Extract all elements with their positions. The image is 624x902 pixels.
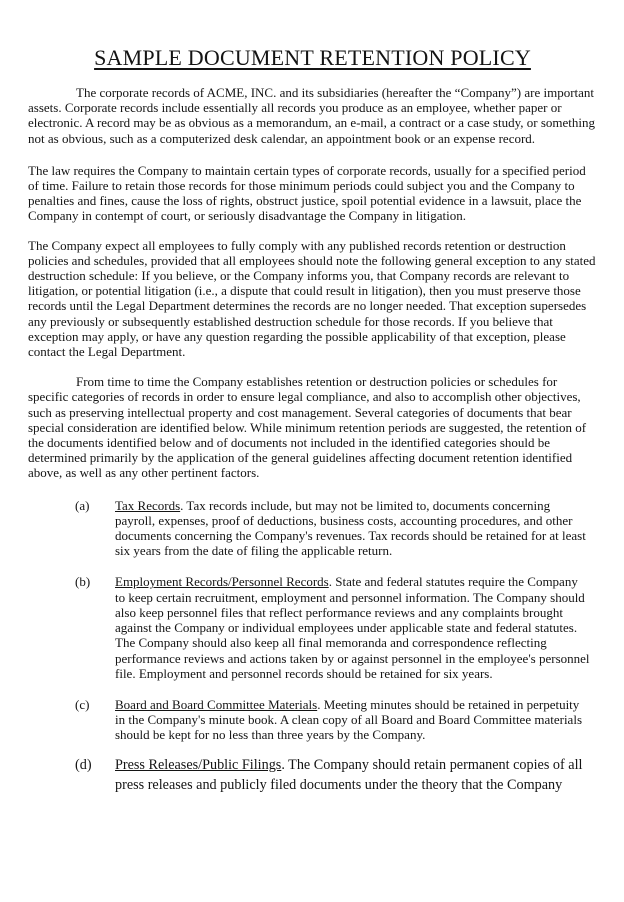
list-item-tax-records — [28, 498, 597, 559]
list-item-label: (c) — [75, 696, 90, 712]
list-item-employment-records — [28, 574, 597, 680]
list-item-heading: Tax Records — [115, 497, 181, 513]
list-item-text — [115, 755, 597, 795]
list-item-body: . Meeting minutes should be retained in perpetuity in the Company's minute book. A clean copy of all Board and Board Committee materials should be kept for no less than three years by the Company. — [115, 696, 582, 743]
paragraph-compliance-exception: The Company expect all employees to fully comply with any published records retention or destruction policies and schedules, provided that all employees should note the following general exception to any stated destruction schedule: If you believe, or the Company informs you, that Company records are relevant to litigation, or potential litigation (i.e., a dispute that could result in litigation), then you must preserve those records until the Legal Department determines the records are no longer needed. That exception supersedes any previously or subsequently established destruction schedule for those records. If you believe that exception may apply, or have any question regarding the possible applicability of that exception, please contact the Legal Department. — [28, 237, 596, 360]
list-item-body: . The Company should retain permanent copies of all press releases and publicly filed documents under the theory that the Company — [115, 756, 583, 793]
list-item-text — [115, 697, 597, 743]
list-item-text — [115, 498, 597, 559]
list-item-text — [115, 574, 597, 680]
paragraph-intro: The corporate records of ACME, INC. and its subsidiaries (hereafter the “Company”) are important assets. Corporate records include essentially all records you produce as an employee, whether paper or electronic. A record may be as obvious as a memorandum, an e-mail, a contract or a case study, or something not as obvious, such as a computerized desk calendar, an appointment book or an expense record. — [28, 85, 595, 146]
document-title — [28, 44, 597, 71]
category-list — [28, 498, 597, 795]
list-item-heading: Employment Records/Personnel Records — [115, 574, 329, 590]
list-item-label: (a) — [75, 497, 90, 513]
paragraph-retention-schedules: From time to time the Company establishes retention or destruction policies or schedules for specific categories of records in order to ensure legal compliance, and also to accomplish other objectives, such as preserving intellectual property and cost management. Several categories of documents that bear special consideration are identified below. While minimum retention periods are suggested, the retention of the documents identified below and of documents not included in the identified categories should be determined primarily by the application of the general guidelines affecting document retention identified above, as well as any other pertinent factors. — [28, 374, 587, 481]
list-item-board-materials — [28, 697, 597, 743]
list-item-label: (b) — [75, 574, 91, 590]
list-item-press-releases — [28, 755, 597, 795]
paragraph-law-requirements: The law requires the Company to maintain certain types of corporate records, usually for a specified period of time. Failure to retain those records for those minimum periods could subject you and the Company to penalties and fines, cause the loss of rights, obstruct justice, spoil potential evidence in a lawsuit, place the Company in contempt of court, or seriously disadvantage the Company in litigation. — [28, 162, 586, 224]
list-item-label: (d) — [75, 756, 92, 773]
list-item-body: . Tax records include, but may not be limited to, documents concerning payroll, expenses, proof of deductions, business costs, accounting procedures, and other documents concerning the Company's revenues. Tax records should be retained for at least six years from the date of filing the applicable return. — [115, 497, 586, 559]
list-item-body: . State and federal statutes require the Company to keep certain recruitment, employment and personnel information. The Company should also keep personnel files that reflect performance reviews and any complaints brought against the Company or individual employees under applicable state and federal statutes. The Company should also keep all final memoranda and correspondence reflecting performance reviews and actions taken by or against personnel in the employee's personnel file. Employment and personnel records should be retained for six years. — [115, 574, 590, 681]
document-title-text: SAMPLE DOCUMENT RETENTION POLICY — [94, 45, 531, 70]
list-item-heading: Press Releases/Public Filings — [115, 756, 282, 773]
list-item-heading: Board and Board Committee Materials — [115, 696, 318, 712]
